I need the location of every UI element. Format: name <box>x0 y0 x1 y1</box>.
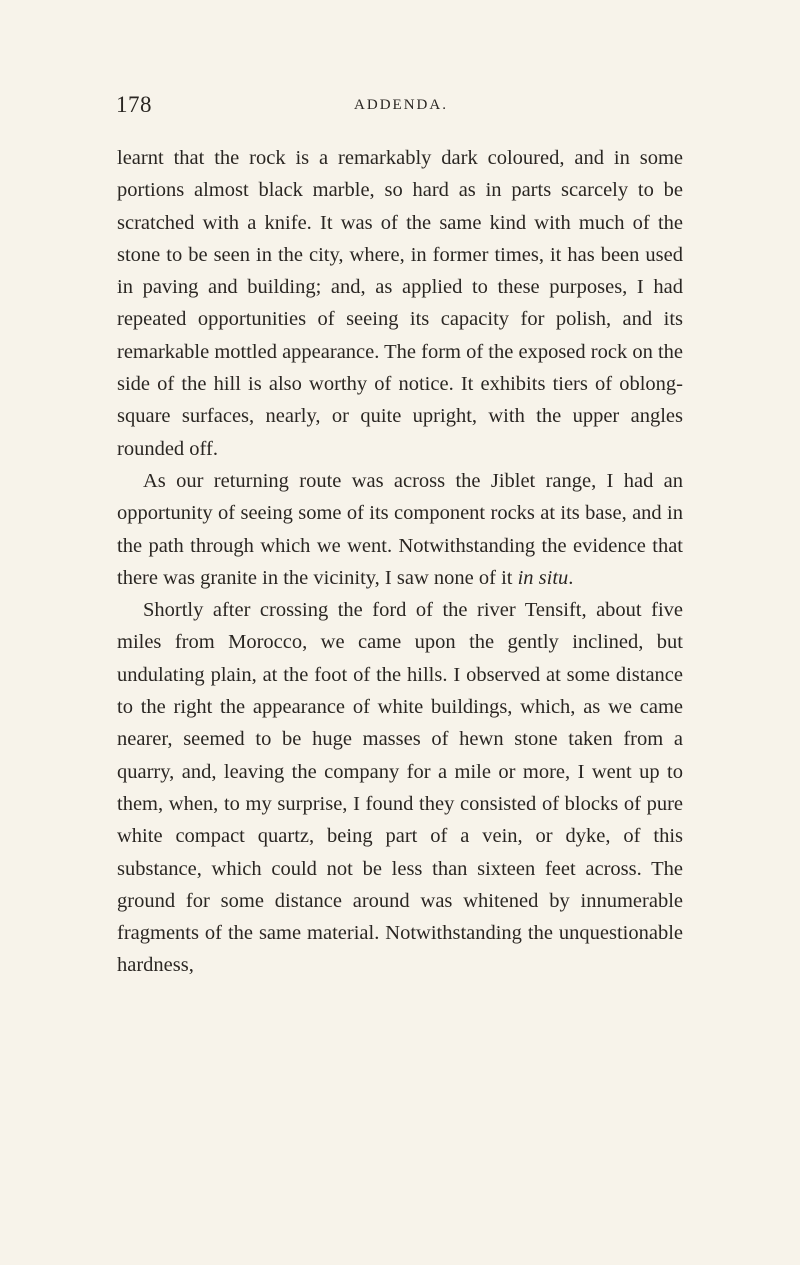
page-number: 178 <box>116 92 152 117</box>
italic-phrase: in situ <box>517 566 569 589</box>
page-header <box>116 92 686 122</box>
paragraph-text-end: . <box>568 566 574 589</box>
running-head: ADDENDA. <box>354 97 448 113</box>
body-text <box>117 142 683 982</box>
paragraph-text: As our returning route was across the Jiblet range, I had an opportunity of seeing some of its component rocks at its base, and in the path through which we went. Notwithstanding the evidence that there was granite in the vicinity, I saw none of it <box>117 469 683 589</box>
paragraph-quartz-vein: Shortly after crossing the ford of the river Tensift, about five miles from Morocco, we came upon the gently inclined, but undulating plain, at the foot of the hills. I observed at some distance to the right the appearance of white buildings, which, as we came nearer, seemed to be huge masses of hewn stone taken from a quarry, and, leaving the company for a mile or more, I went up to them, when, to my surprise, I found they consisted of blocks of pure white compact quartz, being part of a vein, or dyke, of this substance, which could not be less than sixteen feet across. The ground for some distance around was whitened by innumerable fragments of the same material. Notwithstanding the unquestionable hardness, <box>117 599 683 977</box>
paragraph-continued: learnt that the rock is a remarkably dark coloured, and in some portions almost black marble, so hard as in parts scarcely to be scratched with a knife. It was of the same kind with much of the stone to be seen in the city, where, in former times, it has been used in paving and building; and, as applied to these purposes, I had repeated opportunities of seeing its capacity for polish, and its remarkable mottled appearance. The form of the exposed rock on the side of the hill is also worthy of notice. It exhibits tiers of oblong-square surfaces, nearly, or quite upright, with the upper angles rounded off. <box>117 147 683 460</box>
paragraph-jiblet-range <box>117 465 683 594</box>
